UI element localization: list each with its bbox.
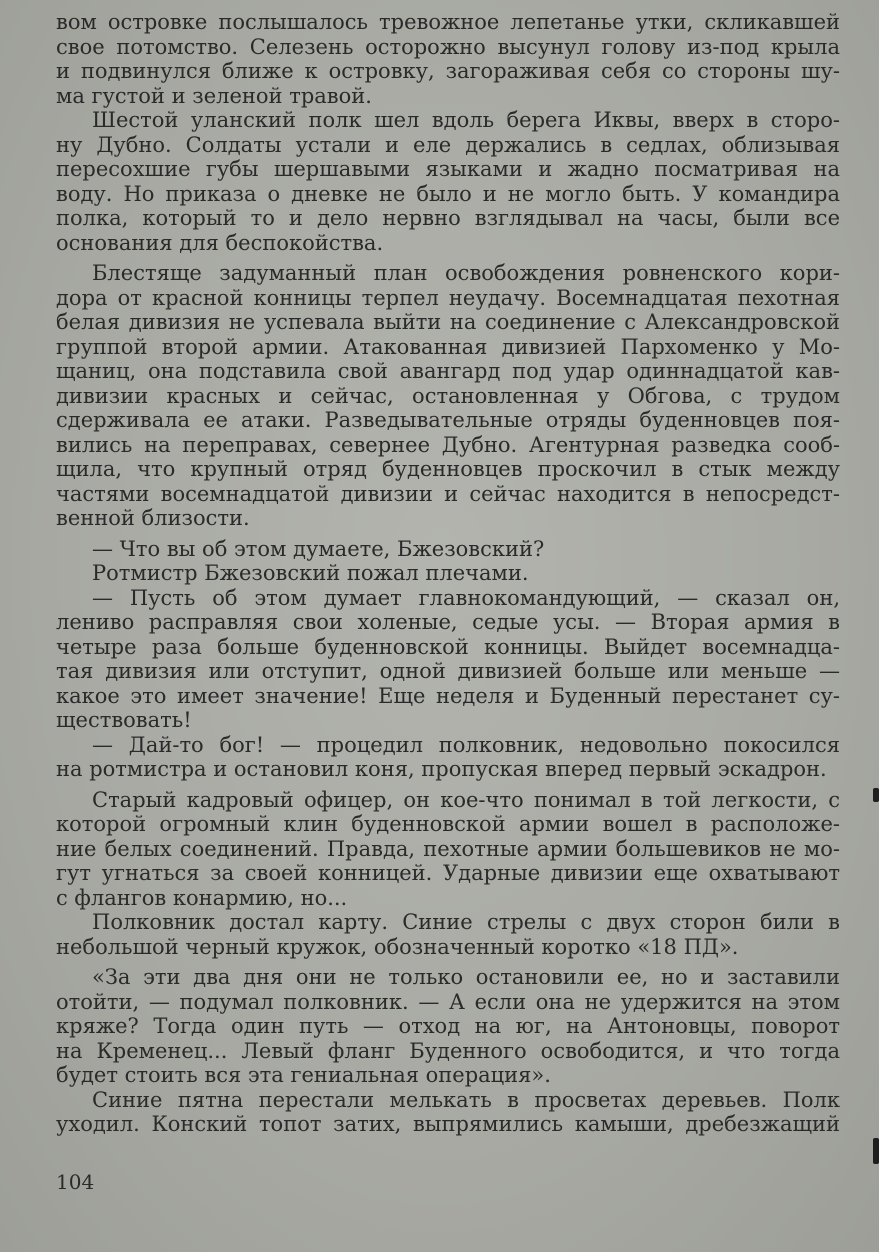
text-line: на Кременец... Левый фланг Буденного освободится, и что тогда — [56, 1038, 840, 1063]
text-line: тая дивизия или отступит, одной дивизией больше или меньше — — [56, 659, 840, 683]
text-line: Ротмистр Бжезовский пожал плечами. — [92, 561, 529, 585]
page-edge-mark — [873, 1138, 879, 1164]
text-line: гут угнаться за своей конницей. Ударные дивизии еще охватывают — [56, 861, 840, 885]
text-line: Полковник достал карту. Синие стрелы с двух сторон били в — [92, 910, 840, 934]
text-line: которой огромный клин буденновской армии вошел в расположе- — [56, 812, 840, 836]
page-text — [56, 10, 840, 1137]
text-line: с флангов конармию, но... — [56, 885, 348, 910]
text-line: дивизии красных и сейчас, остановленная у Обгова, с трудом — [56, 383, 840, 408]
paragraph — [56, 10, 840, 108]
text-line: ну Дубно. Солдаты устали и еле держались в седлах, облизывая — [56, 132, 840, 157]
text-line: Старый кадровый офицер, он кое-что понимал в той легкости, с — [92, 787, 840, 812]
text-line: частями восемнадцатой дивизии и сейчас находится в непосредст- — [56, 481, 840, 506]
paragraph — [56, 537, 840, 562]
text-line: ма густой и зеленой травой. — [56, 83, 372, 108]
text-line: четыре раза больше буденновской конницы. Выйдет восемнадца- — [56, 634, 840, 659]
text-line: «За эти два дня они не только остановили ее, но и заставили — [92, 965, 840, 989]
text-line: какое это имеет значение! Еще неделя и Буденный перестанет су- — [56, 683, 840, 708]
paragraph — [56, 965, 840, 1088]
text-line: лениво расправляя свои холеные, седые усы. — Вторая армия в — [56, 610, 840, 634]
text-line: Блестяще задуманный план освобождения ровненского кори- — [92, 261, 840, 285]
page-edge-mark — [873, 788, 879, 802]
text-line: щаниц, она подставила свой авангард под удар одиннадцатой кав- — [56, 359, 840, 383]
text-line: и подвинулся ближе к островку, загораживая себя со стороны шу- — [56, 59, 840, 83]
text-line: белая дивизия не успевала выйти на соединение с Александровской — [56, 310, 840, 334]
text-line: небольшой черный кружок, обозначенный коротко «18 ПД». — [56, 934, 739, 959]
text-line: Синие пятна перестали мелькать в просветах деревьев. Полк — [92, 1087, 840, 1112]
paragraph — [56, 788, 840, 911]
paragraph — [56, 108, 840, 255]
text-line: пересохшие губы шершавыми языками и жадно посматривая на — [56, 157, 840, 181]
paragraph — [56, 586, 840, 733]
text-line: венной близости. — [56, 506, 250, 530]
page-number: 104 — [56, 1170, 95, 1194]
text-line: сдерживала ее атаки. Разведывательные отряды буденновцев поя- — [56, 408, 840, 432]
paragraph — [56, 1088, 840, 1137]
text-line: воду. Но приказа о дневке не было и не могло быть. У командира — [56, 181, 840, 206]
text-line: Шестой уланский полк шел вдоль берега Иквы, вверх в сторо- — [92, 108, 840, 132]
text-line: свое потомство. Селезень осторожно высунул голову из-под крыла — [56, 34, 840, 59]
text-line: уходил. Конский топот затих, выпрямились камыши, дребезжащий — [56, 1112, 840, 1136]
text-line: ние белых соединений. Правда, пехотные армии большевиков не мо- — [56, 836, 840, 861]
text-line: — Пусть об этом думает главнокомандующий, — сказал он, — [92, 585, 840, 610]
paragraph — [56, 561, 840, 586]
text-line: вились на переправах, севернее Дубно. Агентурная разведка сооб- — [56, 432, 840, 457]
text-line: кряже? Тогда один путь — отход на юг, на Антоновцы, поворот — [56, 1014, 840, 1038]
text-line: — Дай-то бог! — процедил полковник, недовольно покосился — [92, 732, 840, 757]
paragraph — [56, 733, 840, 782]
text-line: отойти, — подумал полковник. — А если она не удержится на этом — [56, 989, 840, 1014]
text-line: будет стоить вся эта гениальная операция». — [56, 1063, 551, 1087]
paragraph — [56, 910, 840, 959]
text-line: ществовать! — [56, 708, 192, 732]
text-line: дора от красной конницы терпел неудачу. Восемнадцатая пехотная — [56, 285, 840, 310]
text-line: — Что вы об этом думаете, Бжезовский? — [92, 536, 545, 561]
text-line: на ротмистра и остановил коня, пропуская вперед первый эскадрон. — [56, 757, 827, 781]
text-line: полка, который то и дело нервно взглядывал на часы, были все — [56, 206, 840, 230]
text-line: щила, что крупный отряд буденновцев проскочил в стык между — [56, 457, 840, 481]
text-line: основания для беспокойства. — [56, 230, 384, 255]
paragraph — [56, 261, 840, 531]
text-line: группой второй армии. Атакованная дивизией Пархоменко у Мо- — [56, 334, 840, 359]
text-line: вом островке послышалось тревожное лепетанье утки, скликавшей — [56, 10, 840, 34]
